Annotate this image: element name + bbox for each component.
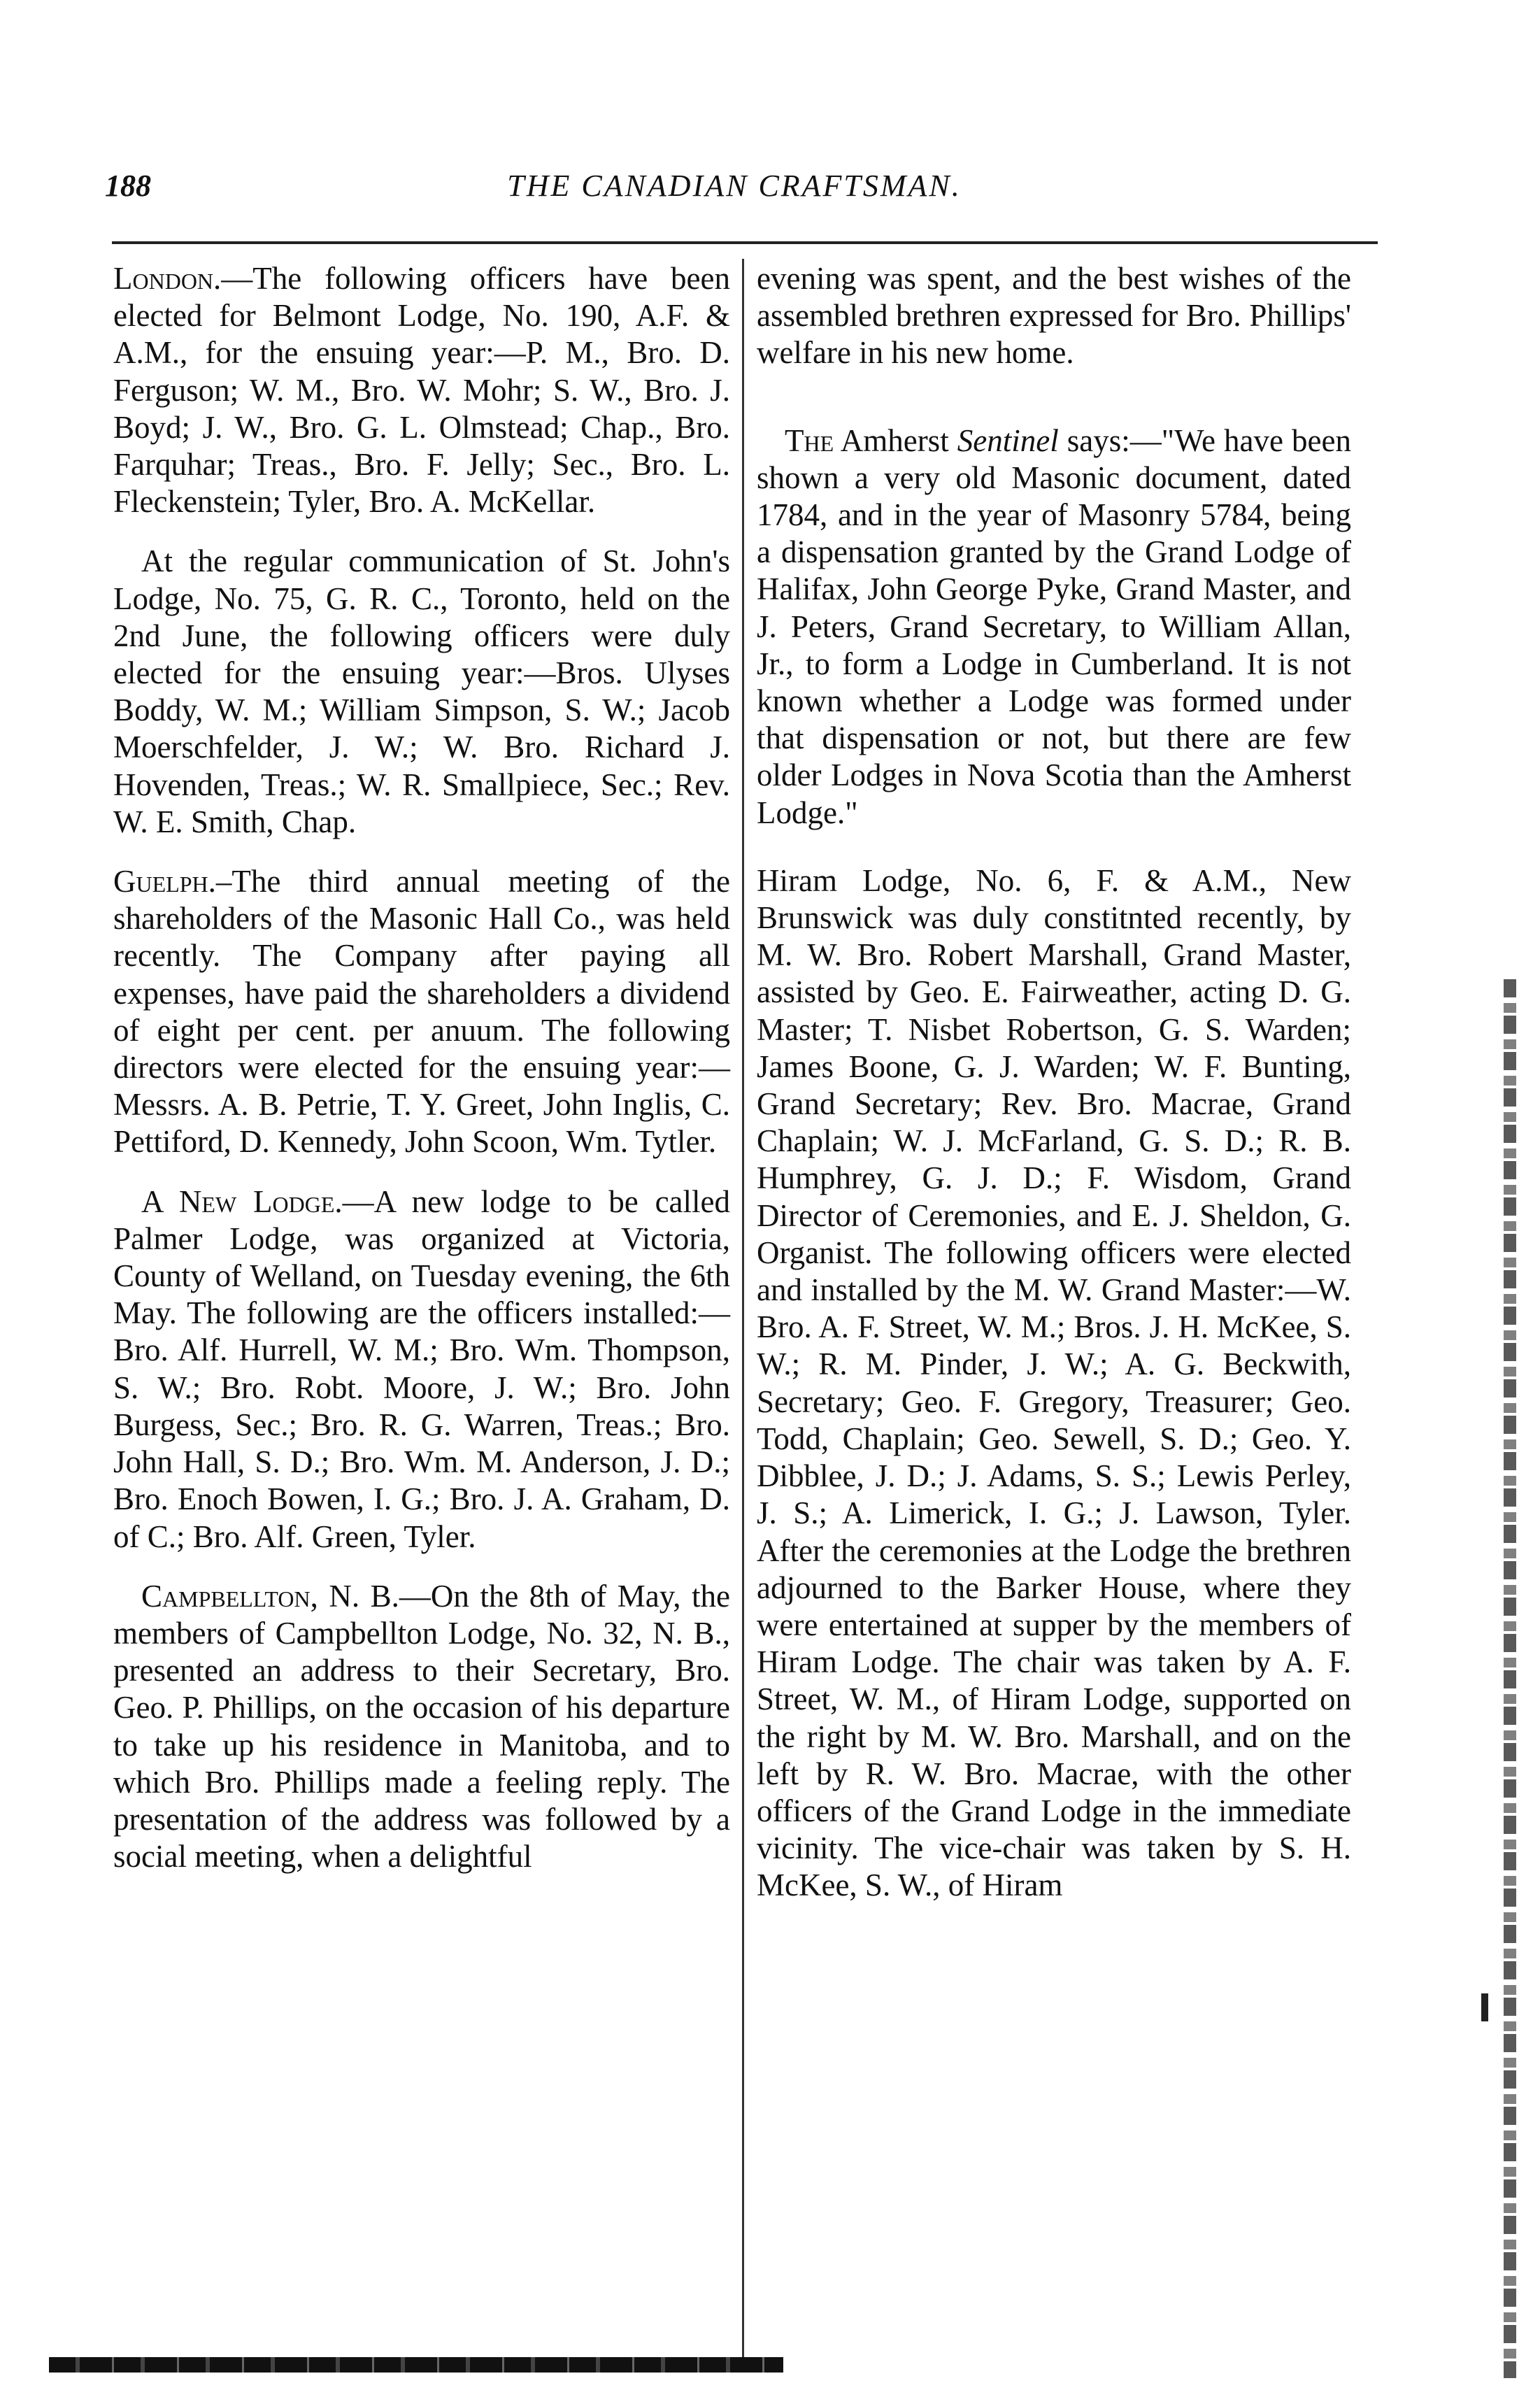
right-column [757,260,1351,1927]
paragraph-amherst-sentinel [757,422,1351,832]
paragraph-lead: The [785,422,834,458]
paragraph-text: —A new lodge to be called Palmer Lodge, was organized at Victoria, County of Welland, on Tuesday evening, the 6th May. The following are the officers installed:—Bro. Alf. Hurrell, W. M.; Bro. Wm. Thompson, S. W.; Bro. Robt. Moore, J. W.; Bro. John Burgess, Sec.; Bro. R. G. Warren, Treas.; Bro. John Hall, S. D.; Bro. Wm. M. Anderson, J. D.; Bro. Enoch Bowen, I. G.; Bro. J. A. Graham, D. of C.; Bro. Alf. Green, Tyler. [113,1183,730,1554]
paragraph-lead: Guelph. [113,864,216,899]
page-header [105,168,1364,217]
paragraph-text: Hiram Lodge, No. 6, F. & A.M., New Brunswick was duly constitnted recently, by M. W. Bro. Robert Marshall, Grand Master, assisted by Geo. E. Fairweather, acting D. G. Master; T. Nisbet Robertson, G. S. Warden; James Boone, G. J. Warden; W. F. Bunting, Grand Secretary; Rev. Bro. Macrae, Grand Chaplain; W. J. McFarland, G. S. D.; R. B. Humphrey, G. J. D.; F. Wisdom, Grand Director of Ceremonies, and E. J. Sheldon, G. Organist. The following officers were elected and installed by the M. W. Grand Master:—W. Bro. A. F. Street, W. M.; Bros. J. H. McKee, S. W.; R. M. Pinder, J. W.; A. G. Beckwith, Secretary; Geo. F. Gregory, Treasurer; Geo. Todd, Chaplain; Geo. Sewell, S. D.; Geo. Y. Dibblee, J. D.; J. Adams, S. S.; Lewis Perley, J. S.; A. Limerick, I. G.; J. Lawson, Tyler. After the ceremonies at the Lodge the brethren adjourned to the Barker House, where they were entertained at supper by the members of Hiram Lodge. The chair was taken by A. F. Street, W. M., of Hiram Lodge, supported on the right by M. W. Bro. Marshall, and on the left by R. W. Bro. Macrae, with the other officers of the Grand Lodge in the immediate vicinity. The vice-chair was taken by S. H. McKee, S. W., of Hiram [757,862,1351,1903]
left-column [113,260,730,1898]
paragraph-text: evening was spent, and the best wishes of the assembled brethren expressed for Bro. Phillips' welfare in his new home. [757,261,1351,371]
column-divider [742,259,744,2364]
scan-stray-mark [1481,1993,1488,2021]
running-title: THE CANADIAN CRAFTSMAN. [507,169,962,203]
newspaper-name: Sentinel [957,422,1059,458]
paragraph-new-lodge [113,1183,730,1556]
paragraph-text: N. B.—On the 8th of May, the members of Campbellton Lodge, No. 32, N. B., presented an address to their Secretary, Bro. Geo. P. Phillips, on the occasion of his departure to take up his residence in Manitoba, and to which Bro. Phillips made a feeling reply. The presentation of the address was followed by a social meeting, when a delightful [113,1578,730,1875]
paragraph-text: At the regular communication of St. John's Lodge, No. 75, G. R. C., Toronto, held on the 2nd June, the following officers were duly elected for the ensuing year:—Bros. Ulyses Boddy, W. M.; William Simpson, S. W.; Jacob Moerschfelder, J. W.; W. Bro. Richard J. Hovenden, Treas.; W. R. Smallpiece, Sec.; Rev. W. E. Smith, Chap. [113,543,730,839]
paragraph-lead: Campbellton, [141,1578,318,1614]
paragraph-text: Amherst [834,422,957,458]
scan-edge-mark [1504,979,1516,2378]
paragraph-lead: A New Lodge. [141,1183,343,1219]
paragraph-st-johns-lodge [113,543,730,841]
header-rule [112,241,1378,244]
scan-bottom-bar [49,2357,783,2373]
page-number: 188 [105,169,151,203]
paragraph-guelph [113,863,730,1161]
paragraph-text: —The following officers have been elected for Belmont Lodge, No. 190, A.F. & A.M., for the ensuing year:—P. M., Bro. D. Ferguson; W. M., Bro. W. Mohr; S. W., Bro. J. Boyd; J. W., Bro. G. L. Olmstead; Chap., Bro. Farquhar; Treas., Bro. F. Jelly; Sec., Bro. L. Fleckenstein; Tyler, Bro. A. McKellar. [113,261,730,520]
paragraph-lead: London. [113,261,222,296]
paragraph-continuation [757,260,1351,372]
paragraph-campbellton [113,1578,730,1876]
paragraph-hiram-lodge [757,862,1351,1905]
paragraph-london [113,260,730,520]
paragraph-text: –The third annual meeting of the shareholders of the Masonic Hall Co., was held recently. The Company after paying all expenses, have paid the shareholders a dividend of eight per cent. per anuum. The following directors were elected for the ensuing year:—Messrs. A. B. Petrie, T. Y. Greet, John Inglis, C. Pettiford, D. Kennedy, John Scoon, Wm. Tytler. [113,864,730,1160]
paragraph-text: says:—"We have been shown a very old Masonic document, dated 1784, and in the year of Masonry 5784, being a dispensation granted by the Grand Lodge of Halifax, John George Pyke, Grand Master, and J. Peters, Grand Secretary, to William Allan, Jr., to form a Lodge in Cumberland. It is not known whether a Lodge was formed under that dispensation or not, but there are few older Lodges in Nova Scotia than the Amherst Lodge." [757,422,1351,830]
